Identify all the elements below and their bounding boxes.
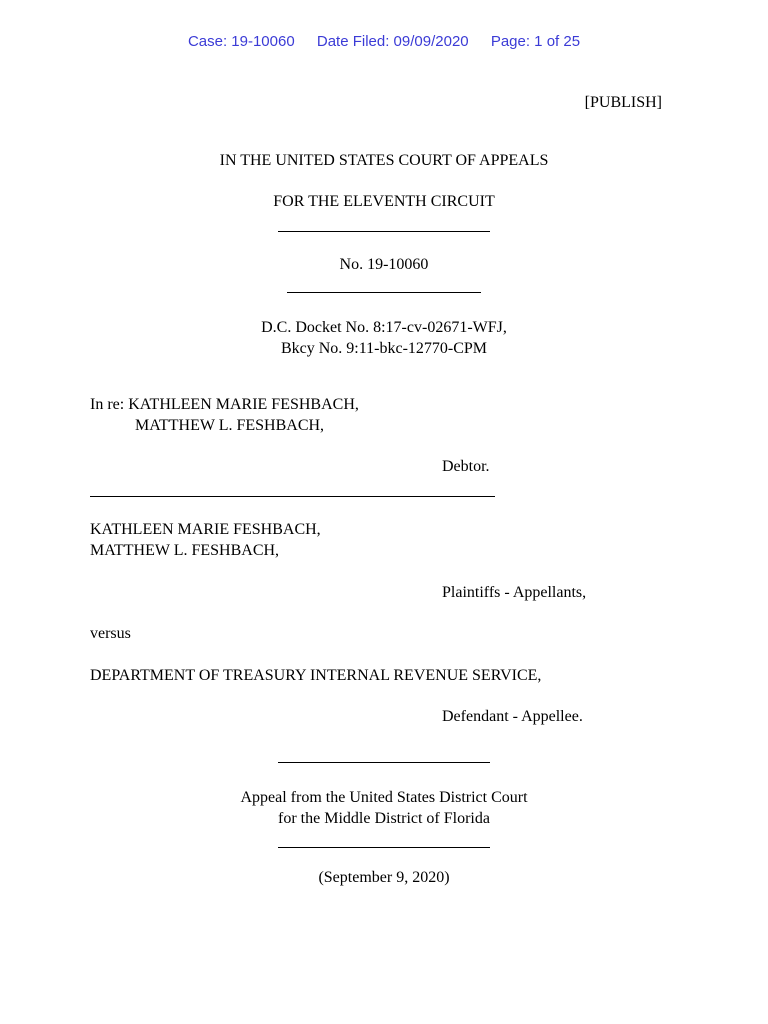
appeal-line2: for the Middle District of Florida xyxy=(278,810,490,827)
divider xyxy=(278,762,490,763)
dc-docket-number: D.C. Docket No. 8:17-cv-02671-WFJ, xyxy=(261,319,507,336)
filing-header xyxy=(0,34,768,49)
case-number: No. 19-10060 xyxy=(339,256,429,273)
date-filed-header: Date Filed: 09/09/2020 xyxy=(316,33,469,50)
bankruptcy-number: Bkcy No. 9:11-bkc-12770-CPM xyxy=(280,340,488,357)
case-number-header: Case: 19-10060 xyxy=(187,33,295,50)
court-name-line2: FOR THE ELEVENTH CIRCUIT xyxy=(273,193,495,210)
debtor-role: Debtor. xyxy=(442,458,490,475)
defendant-role: Defendant - Appellee. xyxy=(442,708,583,725)
in-re-line2: MATTHEW L. FESHBACH, xyxy=(135,417,325,434)
versus-label: versus xyxy=(90,625,131,642)
court-name-line1: IN THE UNITED STATES COURT OF APPEALS xyxy=(219,152,549,169)
in-re-line1: In re: KATHLEEN MARIE FESHBACH, xyxy=(90,396,359,413)
decision-date: (September 9, 2020) xyxy=(318,869,450,886)
divider xyxy=(287,292,481,293)
divider xyxy=(90,496,495,497)
plaintiff-line1: KATHLEEN MARIE FESHBACH, xyxy=(90,521,321,538)
page-count-header: Page: 1 of 25 xyxy=(490,33,581,50)
divider xyxy=(278,231,490,232)
divider xyxy=(278,847,490,848)
defendant-name: DEPARTMENT OF TREASURY INTERNAL REVENUE SERVICE, xyxy=(90,667,542,684)
plaintiffs-role: Plaintiffs - Appellants, xyxy=(442,584,587,601)
plaintiff-line2: MATTHEW L. FESHBACH, xyxy=(90,542,280,559)
appeal-line1: Appeal from the United States District Court xyxy=(240,789,528,806)
publish-tag: [PUBLISH] xyxy=(584,94,662,111)
